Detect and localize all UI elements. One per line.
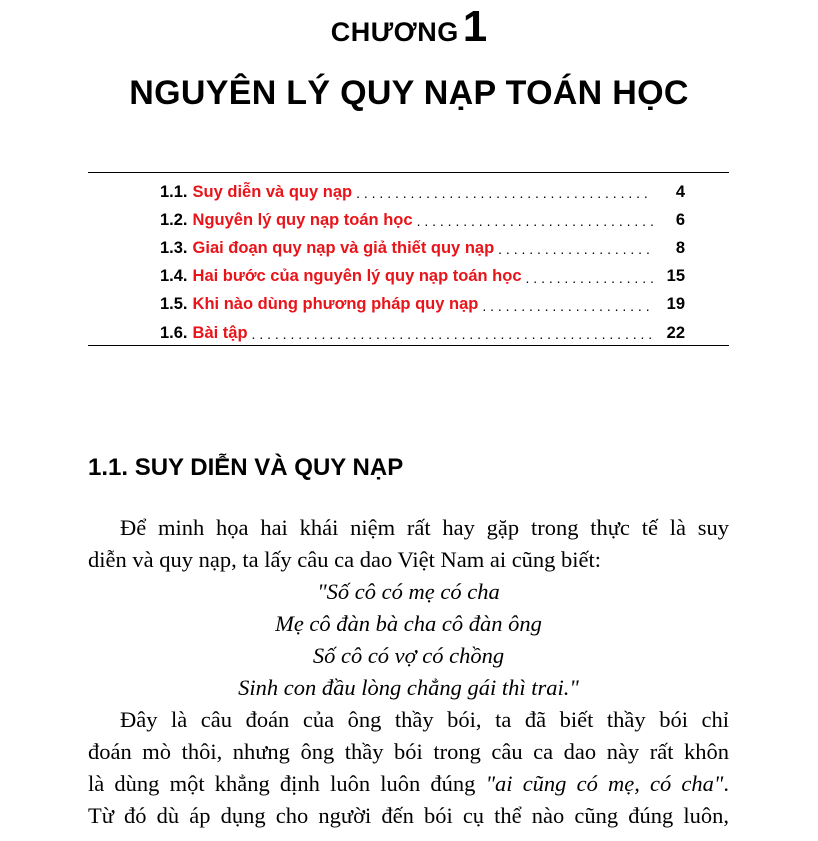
table-of-contents xyxy=(160,178,685,347)
paragraph-line: diễn và quy nạp, ta lấy câu ca dao Việt Nam ai cũng biết: xyxy=(88,547,602,572)
toc-entry-number: 1.3. xyxy=(160,238,188,257)
toc-entry[interactable] xyxy=(160,291,685,319)
chapter-title: NGUYÊN LÝ QUY NẠP TOÁN HỌC xyxy=(129,74,689,112)
toc-leader-dots xyxy=(356,185,653,201)
toc-entry-label[interactable]: Giai đoạn quy nạp và giả thiết quy nạp xyxy=(192,238,495,257)
toc-leader-dots xyxy=(252,326,653,342)
toc-leader-dots xyxy=(417,213,653,229)
toc-top-rule xyxy=(88,172,729,173)
toc-entry[interactable] xyxy=(160,234,685,262)
toc-entry-number: 1.4. xyxy=(160,267,188,286)
toc-entry-page: 22 xyxy=(666,323,685,342)
verse-line: Mẹ cô đàn bà cha cô đàn ông xyxy=(275,611,542,636)
toc-entry-number: 1.1. xyxy=(160,182,188,201)
toc-entry-label[interactable]: Hai bước của nguyên lý quy nạp toán học xyxy=(192,267,522,286)
toc-entry-number: 1.5. xyxy=(160,295,188,314)
quoted-phrase: "ai cũng có mẹ, có cha" xyxy=(485,771,724,796)
chapter-word: CHƯƠNG xyxy=(330,17,459,47)
toc-entry[interactable] xyxy=(160,206,685,234)
folk-verse xyxy=(88,576,729,704)
toc-entry[interactable] xyxy=(160,319,685,347)
toc-entry-page: 6 xyxy=(675,210,685,229)
section-heading: 1.1. SUY DIỄN VÀ QUY NẠP xyxy=(88,454,404,481)
paragraph xyxy=(88,704,729,832)
toc-entry-page: 15 xyxy=(666,267,685,286)
text-run: là dùng một khẳng định luôn luôn đúng xyxy=(88,771,486,796)
verse-line: "Số cô có mẹ có cha xyxy=(317,579,500,604)
toc-entry-label[interactable]: Khi nào dùng phương pháp quy nạp xyxy=(192,295,479,314)
paragraph-line xyxy=(88,768,729,800)
toc-entry-label[interactable]: Bài tập xyxy=(192,323,248,342)
text-run: . xyxy=(723,771,729,796)
verse-line: Sinh con đầu lòng chẳng gái thì trai." xyxy=(238,675,579,700)
toc-entry-page: 8 xyxy=(675,238,685,257)
verse-line: Số cô có vợ có chồng xyxy=(312,643,505,668)
toc-entry-label[interactable]: Nguyên lý quy nạp toán học xyxy=(192,210,413,229)
paragraph-line: đoán mò thôi, nhưng ông thầy bói trong câu ca dao này rất khôn xyxy=(88,739,729,764)
toc-entry-label[interactable]: Suy diễn và quy nạp xyxy=(192,182,353,201)
toc-leader-dots xyxy=(526,270,653,286)
paragraph-line: Từ đó dù áp dụng cho người đến bói cụ thể nào cũng đúng luôn, xyxy=(88,803,729,828)
chapter-number: 1 xyxy=(462,2,488,51)
toc-entry[interactable] xyxy=(160,263,685,291)
toc-bottom-rule xyxy=(88,345,729,346)
toc-entry[interactable] xyxy=(160,178,685,206)
toc-leader-dots xyxy=(498,241,653,257)
toc-leader-dots xyxy=(482,298,653,314)
toc-entry-page: 4 xyxy=(675,182,685,201)
toc-entry-page: 19 xyxy=(666,295,685,314)
paragraph-line: Đây là câu đoán của ông thầy bói, ta đã biết thầy bói chỉ xyxy=(120,707,729,732)
paragraph xyxy=(88,512,729,576)
chapter-heading xyxy=(0,2,818,52)
toc-entry-number: 1.2. xyxy=(160,210,188,229)
toc-entry-number: 1.6. xyxy=(160,323,188,342)
paragraph-line: Để minh họa hai khái niệm rất hay gặp trong thực tế là suy xyxy=(120,515,729,540)
